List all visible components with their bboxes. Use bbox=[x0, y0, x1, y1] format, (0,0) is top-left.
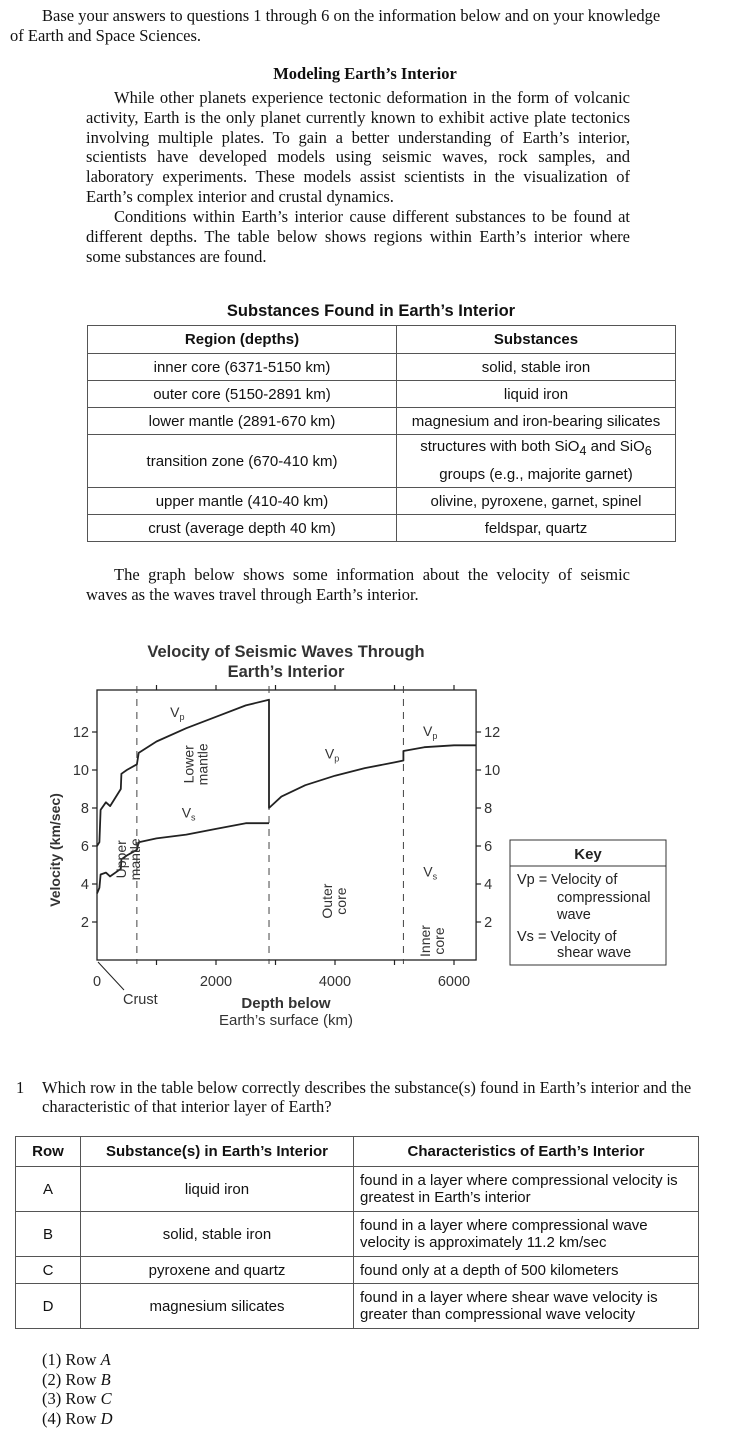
key-vs-line-1: Vs = Velocity of bbox=[517, 929, 617, 945]
question-number: 1 bbox=[16, 1078, 25, 1097]
table-row bbox=[88, 381, 676, 408]
substance-cell: solid, stable iron bbox=[397, 354, 676, 381]
curve-label-vp: $V_p$ bbox=[324, 745, 340, 764]
answer-choice-2[interactable]: (2) Row B bbox=[42, 1369, 111, 1389]
region-cell: outer core (5150-2891 km) bbox=[88, 381, 397, 408]
header-row: Row bbox=[16, 1137, 81, 1167]
chart-key bbox=[510, 840, 666, 965]
table-row bbox=[16, 1284, 699, 1329]
header-characteristics: Characteristics of Earth’s Interior bbox=[354, 1137, 699, 1167]
y-tick-label-left: 2 bbox=[80, 915, 89, 931]
curve-label-vs: $V_s$ bbox=[423, 863, 438, 882]
question-text: Which row in the table below correctly describes the substance(s) found in Earth’s interior and the characteristic of that interior layer of Earth? bbox=[42, 1078, 692, 1116]
instructions-line-2: of Earth and Space Sciences. bbox=[10, 26, 202, 45]
region-cell: inner core (6371-5150 km) bbox=[88, 354, 397, 381]
answer-choices bbox=[42, 1350, 113, 1429]
substance-cell-transition: structures with both SiO$_4$ and SiO$_6$ groups (e.g., majorite garnet) bbox=[397, 435, 676, 488]
table-header-row bbox=[88, 326, 676, 354]
region-cell: transition zone (670-410 km) bbox=[88, 435, 397, 488]
y-tick-label-right: 12 bbox=[484, 725, 501, 741]
answer-table-header-row bbox=[16, 1137, 699, 1167]
chart-title-line-1: Velocity of Seismic Waves Through bbox=[147, 643, 425, 661]
curve-label-vp: $V_p$ bbox=[423, 722, 438, 741]
y-axis-label: Velocity (km/sec) bbox=[47, 793, 63, 907]
y-tick-label-left: 12 bbox=[72, 725, 89, 741]
x-tick-label-origin: 0 bbox=[92, 974, 102, 990]
passage-paragraph-2: Conditions within Earth’s interior cause different substances to be found at different depths. The table below shows regions within Earth’s interior where some substances are found. bbox=[86, 207, 630, 266]
x-tick-label: 4000 bbox=[318, 974, 352, 990]
row-characteristic: found in a layer where shear wave velocity is greater than compressional wave velocity bbox=[354, 1284, 699, 1329]
key-vp-line-3: wave bbox=[557, 907, 591, 923]
y-tick-label-right: 8 bbox=[484, 801, 493, 817]
curve-label-vp: $V_p$ bbox=[170, 703, 185, 722]
substance-cell: olivine, pyroxene, garnet, spinel bbox=[397, 488, 676, 515]
crust-pointer bbox=[98, 962, 124, 990]
seismic-velocity-chart bbox=[0, 630, 730, 1040]
table-row bbox=[88, 408, 676, 435]
header-region: Region (depths) bbox=[88, 326, 397, 354]
key-vp-line-2: compressional bbox=[557, 890, 651, 906]
table-row bbox=[88, 488, 676, 515]
row-substance: liquid iron bbox=[81, 1167, 354, 1212]
row-substance: pyroxene and quartz bbox=[81, 1257, 354, 1284]
substance-cell: feldspar, quartz bbox=[397, 515, 676, 542]
key-vp-line-1: Vp = Velocity of bbox=[517, 872, 618, 888]
chart-title-line-2: Earth’s Interior bbox=[227, 663, 345, 681]
header-substance: Substance(s) in Earth’s Interior bbox=[81, 1137, 354, 1167]
answer-choice-1[interactable]: (1) Row A bbox=[42, 1350, 111, 1369]
y-tick-label-left: 6 bbox=[80, 839, 89, 855]
y-tick-label-right: 10 bbox=[484, 763, 501, 779]
row-characteristic: found in a layer where compressional wave velocity is approximately 11.2 km/sec bbox=[354, 1212, 699, 1257]
table-row bbox=[88, 354, 676, 381]
x-tick-label: 6000 bbox=[437, 974, 471, 990]
layer-label: Innercore bbox=[417, 925, 448, 957]
row-letter: A bbox=[16, 1167, 81, 1212]
x-axis-label-line-1: Depth below bbox=[241, 995, 331, 1012]
crust-label: Crust bbox=[123, 992, 158, 1008]
plot-frame bbox=[97, 690, 476, 960]
y-tick-label-right: 6 bbox=[484, 839, 493, 855]
y-tick-label-left: 4 bbox=[80, 877, 89, 893]
y-tick-label-right: 2 bbox=[484, 915, 493, 931]
table-row bbox=[88, 515, 676, 542]
passage-paragraph-3: The graph below shows some information about the velocity of seismic waves as the waves travel through Earth’s interior. bbox=[86, 565, 630, 604]
series-line-vp bbox=[97, 700, 476, 846]
y-tick-label-left: 8 bbox=[80, 801, 89, 817]
answer-choice-3[interactable]: (3) Row C bbox=[42, 1389, 112, 1409]
passage-paragraph-1: While other planets experience tectonic deformation in the form of volcanic activity, Earth is the only planet currently known to exhibit active plate tectonics involving multiple plates. To gain a better understanding of Earth’s interior, scientists have developed models using seismic waves, rock samples, and laboratory experiments. These models assist scientists in the visualization of Earth’s complex interior and crustal dynamics. bbox=[86, 88, 630, 206]
row-letter: C bbox=[16, 1257, 81, 1284]
instructions-line-1: Base your answers to questions 1 through 6 on the information below and on your knowledge bbox=[42, 6, 661, 25]
substances-table bbox=[87, 325, 676, 542]
row-substance: magnesium silicates bbox=[81, 1284, 354, 1329]
row-letter: B bbox=[16, 1212, 81, 1257]
region-cell: lower mantle (2891-670 km) bbox=[88, 408, 397, 435]
substance-cell: magnesium and iron-bearing silicates bbox=[397, 408, 676, 435]
table-row bbox=[88, 435, 676, 488]
header-substances: Substances bbox=[397, 326, 676, 354]
layer-label: Outercore bbox=[319, 883, 349, 919]
row-letter: D bbox=[16, 1284, 81, 1329]
x-axis-label-line-2: Earth’s surface (km) bbox=[219, 1012, 353, 1029]
key-vs-line-2: shear wave bbox=[557, 945, 632, 961]
key-title: Key bbox=[574, 846, 602, 863]
row-substance: solid, stable iron bbox=[81, 1212, 354, 1257]
substance-cell: liquid iron bbox=[397, 381, 676, 408]
passage-title: Modeling Earth’s Interior bbox=[273, 64, 457, 83]
layer-label: Uppermantle bbox=[113, 838, 144, 881]
table-row bbox=[16, 1167, 699, 1212]
region-cell: crust (average depth 40 km) bbox=[88, 515, 397, 542]
instructions bbox=[10, 6, 710, 46]
answer-choice-4[interactable]: (4) Row D bbox=[42, 1409, 113, 1429]
table-row bbox=[16, 1212, 699, 1257]
row-characteristic: found in a layer where compressional velocity is greatest in Earth’s interior bbox=[354, 1167, 699, 1212]
answer-table bbox=[15, 1136, 699, 1329]
y-tick-label-left: 10 bbox=[72, 763, 89, 779]
x-tick-label: 2000 bbox=[199, 974, 233, 990]
table-row bbox=[16, 1257, 699, 1284]
layer-label: Lowermantle bbox=[180, 743, 211, 786]
curve-label-vs: $V_s$ bbox=[181, 804, 196, 823]
plot-area bbox=[73, 685, 500, 1008]
y-tick-label-right: 4 bbox=[484, 877, 493, 893]
row-characteristic: found only at a depth of 500 kilometers bbox=[354, 1257, 699, 1284]
substances-table-title: Substances Found in Earth’s Interior bbox=[226, 302, 516, 320]
region-cell: upper mantle (410-40 km) bbox=[88, 488, 397, 515]
